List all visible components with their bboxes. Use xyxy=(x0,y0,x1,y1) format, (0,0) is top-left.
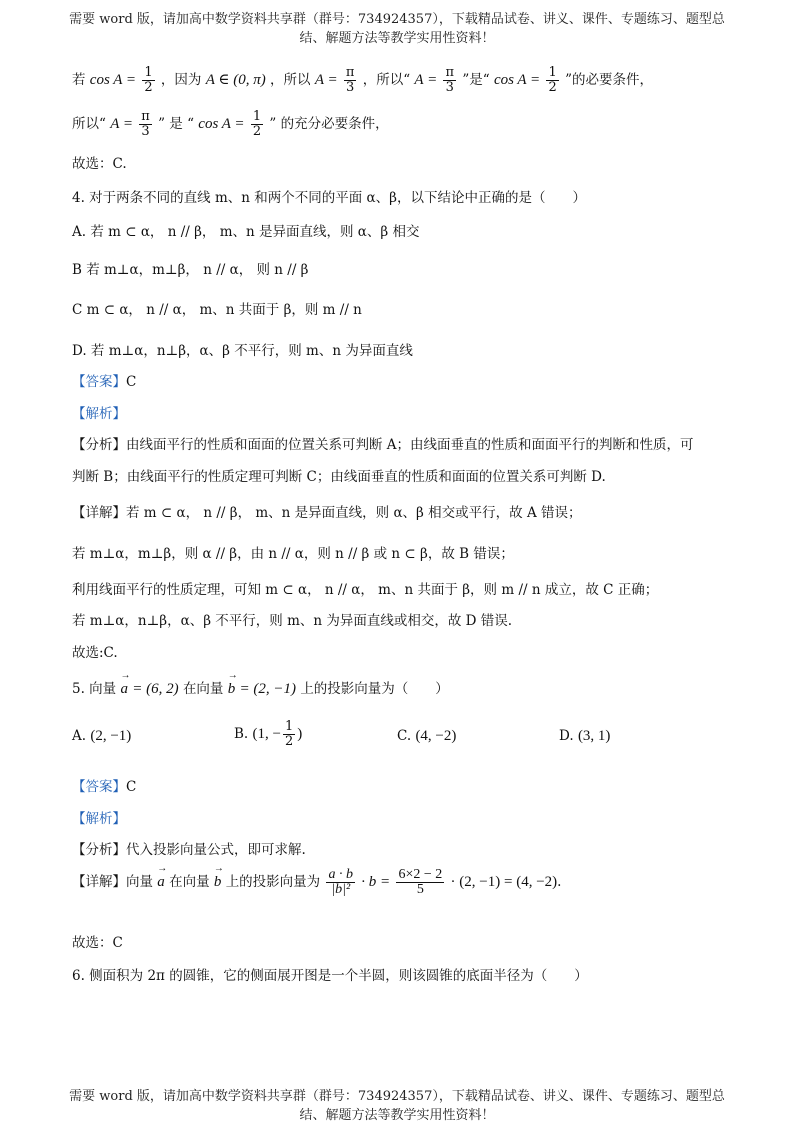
vector-b-value: = (2, −1) xyxy=(239,681,297,697)
computed-fraction: $\frac{6\times 2 - 2}{5}$ xyxy=(398,867,443,897)
q4-option-b: B 若 m⊥α，m⊥β， n // α， 则 n // β xyxy=(72,262,309,278)
fraction-pi-3-c: $\frac{\pi}{3}$ xyxy=(141,109,150,139)
option-b-fraction: $\frac{1}{2}$ xyxy=(284,719,294,749)
q4-detail-line-4: 若 m⊥α，n⊥β，α、β 不平行，则 m、n 为异面直线或相交，故 D 错误. xyxy=(72,613,513,629)
q6-stem: 6. 侧面积为 2π 的圆锥，它的侧面展开图是一个半圆，则该圆锥的底面半径为（ ） xyxy=(72,968,588,984)
q5-option-c xyxy=(397,728,456,745)
fenxi-tag: 【分析】 xyxy=(72,437,126,453)
text-suoyi: 所以“ xyxy=(72,116,106,132)
projection-fraction: $\frac{a \cdot b}{\text{|b|²}}$ xyxy=(328,867,353,897)
q3-line-1 xyxy=(72,66,653,95)
q4-detail-line-2: 若 m⊥α，m⊥β，则 α // β，由 n // α，则 n // β 或 n ⊂ β，故 B 错误； xyxy=(72,546,514,562)
option-b-label: B. xyxy=(234,726,249,742)
xiangjie-tag: 【详解】 xyxy=(72,874,126,890)
math-cos-a: cos A = xyxy=(89,72,137,88)
text-so-quote: ，所以“ xyxy=(362,72,411,88)
text-so: ，所以 xyxy=(270,72,311,88)
option-b-pre: (1, − xyxy=(252,726,281,742)
q5-option-d xyxy=(559,728,610,745)
option-a-value: (2, −1) xyxy=(90,728,132,744)
math-cos-a-2: cos A = xyxy=(493,72,541,88)
math-a-eq-3: A = xyxy=(110,116,133,132)
fraction-pi-3-b: $\frac{\pi}{3}$ xyxy=(445,65,455,95)
q4-detail-line-1 xyxy=(72,501,582,521)
vector-a: → a xyxy=(120,681,128,698)
q3-line-2 xyxy=(72,110,389,139)
math-cos-a-3: cos A = xyxy=(198,116,245,132)
q4-answer xyxy=(72,370,136,390)
q4-option-a: A. 若 m ⊂ α， n // β， m、n 是异面直线，则 α、β 相交 xyxy=(72,224,420,240)
math-a-eq-2: A = xyxy=(414,72,438,88)
option-d-value: (3, 1) xyxy=(577,728,611,744)
option-d-label: D. xyxy=(559,728,574,744)
q5-stem xyxy=(72,677,449,698)
q5-option-b xyxy=(234,720,302,749)
q4-option-c: C m ⊂ α， n // α， m、n 共面于 β，则 m // n xyxy=(72,302,362,318)
dot-b: · b = xyxy=(361,874,391,890)
detail-text-1: 若 m ⊂ α， n // β， m、n 是异面直线，则 α、β 相交或平行，故 A 错误； xyxy=(126,505,582,521)
q4-analysis-tag: 【解析】 xyxy=(72,406,126,422)
q3-choice: 故选：C. xyxy=(72,156,127,172)
q4-fenxi-line-1 xyxy=(72,433,694,453)
period: . xyxy=(557,874,562,890)
answer-value: C xyxy=(126,374,137,390)
q5-stem-pre: 5. 向量 xyxy=(72,681,117,697)
header-line-1: 需要 word 版，请加高中数学资料共享群（群号：734924357），下载精品试卷、讲义、课件、专题练习、题型总 xyxy=(69,12,725,27)
text-shi: ” 是 “ xyxy=(158,116,194,132)
fraction-pi-3: $\frac{\pi}{3}$ xyxy=(345,65,355,95)
detail-mid: 在向量 xyxy=(169,874,210,890)
q4-stem: 4. 对于两条不同的直线 m、n 和两个不同的平面 α、β，以下结论中正确的是（ ） xyxy=(72,190,586,206)
text-is: ”是“ xyxy=(462,72,490,88)
fraction-one-half-c: $\frac{1}{2}$ xyxy=(252,109,262,139)
text-because: ，因为 xyxy=(160,72,202,88)
detail-pre: 向量 xyxy=(126,874,153,890)
option-b-post: ) xyxy=(297,726,303,742)
q4-choice: 故选:C. xyxy=(72,645,118,661)
fenxi-tag: 【分析】 xyxy=(72,842,126,858)
q5-detail xyxy=(72,868,561,897)
math-a-in-interval: A ∈ (0, π) xyxy=(205,72,266,88)
text-ruo: 若 xyxy=(72,72,86,88)
page-footer xyxy=(60,1087,734,1125)
xiangjie-tag: 【详解】 xyxy=(72,505,126,521)
q5-option-a xyxy=(72,728,131,745)
page-header xyxy=(60,10,734,48)
option-a-label: A. xyxy=(72,728,87,744)
detail-post: 上的投影向量为 xyxy=(225,874,321,890)
math-a-eq: A = xyxy=(314,72,338,88)
q5-fenxi xyxy=(72,838,306,858)
q4-detail-line-3: 利用线面平行的性质定理，可知 m ⊂ α， n // α， m、n 共面于 β，则 m // n 成立，故 C 正确； xyxy=(72,582,659,598)
text-necessary: ”的必要条件， xyxy=(565,72,653,88)
vector-b: → b xyxy=(228,681,236,698)
answer-tag: 【答案】 xyxy=(72,374,126,390)
fenxi-text: 代入投影向量公式，即可求解. xyxy=(126,842,306,858)
projection-result: · (2, −1) = (4, −2) xyxy=(450,874,558,890)
vector-a-value: = (6, 2) xyxy=(132,681,179,697)
header-line-2: 结、解题方法等教学实用性资料！ xyxy=(299,31,495,46)
answer-tag: 【答案】 xyxy=(72,779,126,795)
fenxi-text-1: 由线面平行的性质和面面的位置关系可判断 A；由线面垂直的性质和面面平行的判断和性质，可 xyxy=(126,437,694,453)
footer-line-2: 结、解题方法等教学实用性资料！ xyxy=(299,1108,495,1123)
answer-value: C xyxy=(126,779,137,795)
fraction-one-half-b: $\frac{1}{2}$ xyxy=(548,65,557,95)
q5-answer xyxy=(72,775,136,795)
q5-analysis-tag: 【解析】 xyxy=(72,811,126,827)
vector-b-detail: → b xyxy=(214,874,222,891)
footer-line-1: 需要 word 版，请加高中数学资料共享群（群号：734924357），下载精品试卷、讲义、课件、专题练习、题型总 xyxy=(69,1089,725,1104)
vector-a-detail: → a xyxy=(157,874,165,891)
option-c-value: (4, −2) xyxy=(415,728,457,744)
q5-stem-post: 上的投影向量为（ ） xyxy=(300,681,449,697)
q4-option-d: D. 若 m⊥α，n⊥β，α、β 不平行，则 m、n 为异面直线 xyxy=(72,343,413,359)
option-c-label: C. xyxy=(397,728,412,744)
text-sufficient-necessary: ” 的充分必要条件， xyxy=(269,116,389,132)
q5-stem-mid: 在向量 xyxy=(182,681,224,697)
fraction-one-half: $\frac{1}{2}$ xyxy=(144,65,153,95)
q4-fenxi-line-2: 判断 B；由线面平行的性质定理可判断 C；由线面垂直的性质和面面的位置关系可判断 D. xyxy=(72,469,606,485)
q5-choice: 故选：C xyxy=(72,935,123,951)
